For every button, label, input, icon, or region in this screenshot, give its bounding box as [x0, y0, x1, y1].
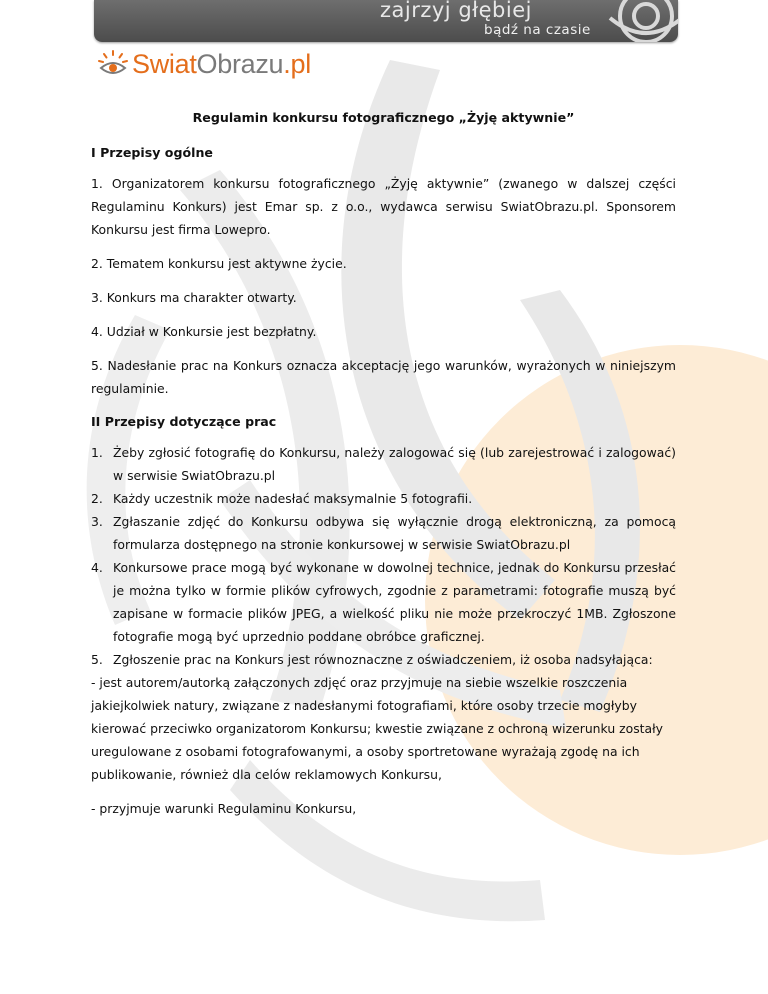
list-item [91, 556, 676, 648]
paragraph: 5. Nadesłanie prac na Konkurs oznacza akceptację jego warunków, wyrażonych w niniejszym regulaminie. [91, 358, 676, 396]
eye-icon [606, 0, 678, 42]
section-heading-works: II Przepisy dotyczące prac [91, 414, 277, 429]
logo-text [132, 49, 311, 80]
site-logo[interactable] [98, 44, 311, 84]
statement-paragraph: - jest autorem/autorką załączonych zdjęć oraz przyjmuje na siebie wszelkie roszczenia jakiejkolwiek natury, związane z nadesłanymi fotografiami, które osoby trzecie mogłyby kierować przeciwko organizatorom Konkursu; kwestie związane z ochroną wizerunku zostały uregulowane z osobami fotografowanymi, a osoby sportretowane wyrażają zgodę na ich publikowanie, również dla celów reklamowych Konkursu, [91, 675, 663, 782]
list-item [91, 487, 676, 510]
logo-part-obrazu: Obrazu [196, 48, 284, 79]
list-item-text: Żeby zgłosić fotografię do Konkursu, należy zalogować się (lub zarejestrować i zalogować) w serwisie SwiatObrazu.pl [113, 445, 676, 483]
list-item-number: 1. [91, 445, 103, 460]
banner-tagline: zajrzyj głębiej [380, 0, 532, 22]
logo-part-domain: .pl [283, 48, 311, 79]
list-item-text: Konkursowe prace mogą być wykonane w dowolnej technice, jednak do Konkursu przesłać je można tylko w formie plików cyfrowych, zgodnie z parametrami: fotografie muszą być zapisane w formacie plików JPEG, a wielkość pliku nie może przekroczyć 1MB. Zgłoszone fotografie mogą być uprzednio poddane obróbce graficznej. [113, 560, 676, 644]
list-item-number: 3. [91, 514, 103, 529]
banner-subtagline: bądź na czasie [484, 22, 591, 38]
list-item [91, 510, 676, 556]
list-item-text: Zgłaszanie zdjęć do Konkursu odbywa się wyłącznie drogą elektroniczną, za pomocą formularza dostępnego na stronie konkursowej w serwisie SwiatObrazu.pl [113, 514, 676, 552]
logo-part-swiat: Swiat [132, 48, 197, 79]
list-item [91, 441, 676, 487]
paragraph: 4. Udział w Konkursie jest bezpłatny. [91, 324, 317, 339]
paragraph: 1. Organizatorem konkursu fotograficznego „Żyję aktywnie” (zwanego w dalszej części Regulaminu Konkurs) jest Emar sp. z o.o., wydawca serwisu SwiatObrazu.pl. Sponsorem Konkursu jest firma Lowepro. [91, 176, 676, 237]
list-item [91, 648, 676, 671]
list-item-number: 5. [91, 652, 103, 667]
header-banner [94, 0, 678, 42]
paragraph: 3. Konkurs ma charakter otwarty. [91, 290, 297, 305]
list-item-text: Każdy uczestnik może nadesłać maksymalnie 5 fotografii. [113, 491, 473, 506]
list-item-number: 2. [91, 491, 103, 506]
document-body [91, 100, 676, 820]
logo-eye-icon [98, 49, 128, 79]
statement-paragraph: - przyjmuje warunki Regulaminu Konkursu, [91, 801, 357, 816]
list-item-text: Zgłoszenie prac na Konkurs jest równoznaczne z oświadczeniem, iż osoba nadsyłająca: [113, 652, 653, 667]
document-title: Regulamin konkursu fotograficznego „Żyję aktywnie” [192, 110, 575, 125]
paragraph: 2. Tematem konkursu jest aktywne życie. [91, 256, 347, 271]
numbered-list [91, 441, 676, 671]
list-item-number: 4. [91, 560, 103, 575]
section-heading-general: I Przepisy ogólne [91, 145, 213, 160]
